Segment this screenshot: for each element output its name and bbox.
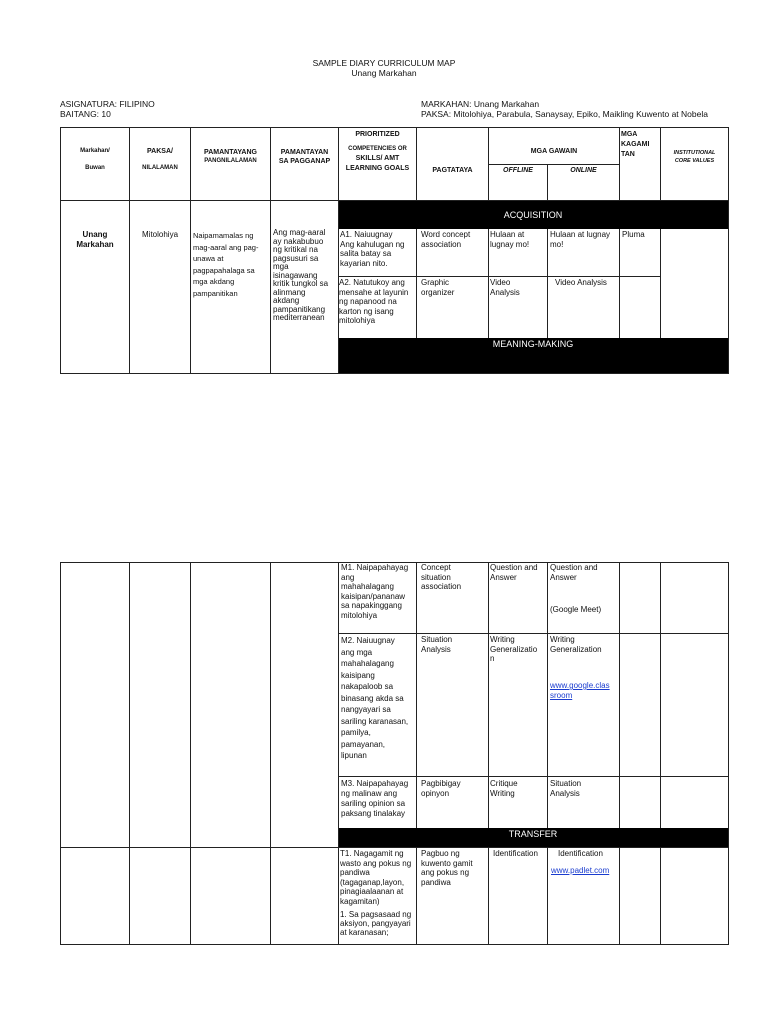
col-kagamitan-c: TAN (621, 151, 635, 158)
col-kagamitan-b: KAGAMI (621, 141, 650, 148)
a2-competency: A2. Natutukoy ang mensahe at layunin ng napanood na karton ng isang mitolohiya (339, 278, 409, 325)
m3-offline: Critique Writing (490, 779, 518, 798)
transfer-band: TRANSFER (338, 828, 728, 847)
google-classroom-link[interactable]: www.google.clas sroom (550, 681, 610, 700)
meaning-making-band: MEANING-MAKING (338, 338, 728, 374)
a1-competency: A1. Naiuugnay Ang kahulugan ng salita batay sa kayarian nito. (340, 230, 405, 268)
pamantayang-cell: Naipamamalas ng mag-aaral ang pag- unawa at pagpapahalaga sa mga akdang pampanitikan (193, 231, 259, 298)
col-mga-gawain: MGA GAWAIN (530, 148, 578, 155)
asignatura-label: ASIGNATURA: FILIPINO (60, 99, 155, 109)
t1-pagtataya: Pagbuo ng kuwento gamit ang pokus ng pandiwa (421, 849, 473, 887)
col-prioritized: PRIORITIZED (355, 131, 400, 138)
m2-offline: Writing Generalizatio n (490, 635, 538, 663)
col-competencies: COMPETENCIES OR (348, 146, 407, 152)
col-offline: OFFLINE (503, 167, 533, 174)
col-online: ONLINE (570, 167, 597, 174)
col-paksa: PAKSA/ (147, 148, 173, 155)
t1-online: Identification (558, 849, 603, 858)
col-skills-amt: SKILLS/ AMT (355, 155, 400, 162)
col-pamantayang: PAMANTAYANG (204, 149, 257, 156)
t1-competency-sub: 1. Sa pagsasaad ng aksiyon, pangyayari at karanasan; (340, 910, 412, 937)
m3-online: Situation Analysis (550, 779, 582, 798)
m1-online-extra: (Google Meet) (550, 605, 602, 614)
paksa-cell: Mitolohiya (142, 230, 179, 239)
col-pangnilalaman: PANGNILALAMAN (204, 158, 257, 164)
pamantayan-cell: Ang mag-aaral ay nakabubuo ng kritikal na pagsusuri sa mga isinagawang kritik tungkol sa alinmang akdang pampanitikang mediterranean (273, 229, 329, 322)
a1-kagamitan: Pluma (622, 230, 645, 239)
markahan-cell: Unang Markahan (76, 230, 114, 249)
col-core-values-b: CORE VALUES (674, 158, 715, 164)
m1-online: Question and Answer (550, 563, 598, 582)
baitang-label: BAITANG: 10 (60, 109, 111, 119)
m3-pagtataya: Pagbibigay opinyon (421, 779, 461, 798)
col-buwan: Buwan (85, 165, 105, 171)
document-title: SAMPLE DIARY CURRICULUM MAP (312, 58, 456, 68)
col-sa-pagganap: SA PAGGANAP (278, 158, 331, 165)
m1-competency: M1. Naipapahayag ang mahahalagang kaisipan/pananaw sa napakinggang mitolohiya (341, 563, 409, 620)
a1-offline: Hulaan at lugnay mo! (490, 230, 530, 249)
a2-pagtataya: Graphic organizer (421, 278, 455, 297)
m1-pagtataya: Concept situation association (421, 563, 462, 591)
a2-offline: Video Analysis (490, 278, 520, 297)
m2-pagtataya: Situation Analysis (421, 635, 453, 654)
t1-offline: Identification (493, 849, 538, 858)
padlet-link[interactable]: www.padlet.com (551, 866, 610, 875)
col-learning-goals: LEARNING GOALS (345, 165, 410, 172)
paksa-label: PAKSA: Mitolohiya, Parabula, Sanaysay, Epiko, Maikling Kuwento at Nobela (421, 109, 708, 119)
a2-online: Video Analysis (555, 278, 607, 287)
col-kagamitan-a: MGA (621, 131, 638, 138)
acquisition-band: ACQUISITION (338, 201, 728, 229)
m3-competency: M3. Naipapahayag ng malinaw ang sariling opinion sa paksang tinalakay (341, 779, 409, 818)
col-pagtataya: PAGTATAYA (432, 167, 473, 174)
col-nilalaman: NILALAMAN (142, 165, 178, 171)
col-pamantayan: PAMANTAYAN (280, 149, 329, 156)
a1-pagtataya: Word concept association (421, 230, 471, 249)
col-markahan: Markahan/ (80, 148, 110, 154)
m2-online: Writing Generalization (550, 635, 602, 654)
col-core-values-a: INSTITUTIONAL (673, 150, 716, 156)
document-subtitle: Unang Markahan (351, 68, 417, 78)
t1-competency: T1. Nagagamit ng wasto ang pokus ng pandiwa (tagaganap,layon, pinagiaalaanan at kagamitan) (340, 849, 412, 906)
a1-online: Hulaan at lugnay mo! (550, 230, 611, 249)
markahan-label: MARKAHAN: Unang Markahan (421, 99, 540, 109)
m1-offline: Question and Answer (490, 563, 538, 582)
m2-competency: M2. Naiuugnay ang mga mahahalagang kaisipang nakapaloob sa binasang akda sa nangyayari sa sariling karanasan, pamilya, pamayanan, lipunan (341, 636, 409, 760)
